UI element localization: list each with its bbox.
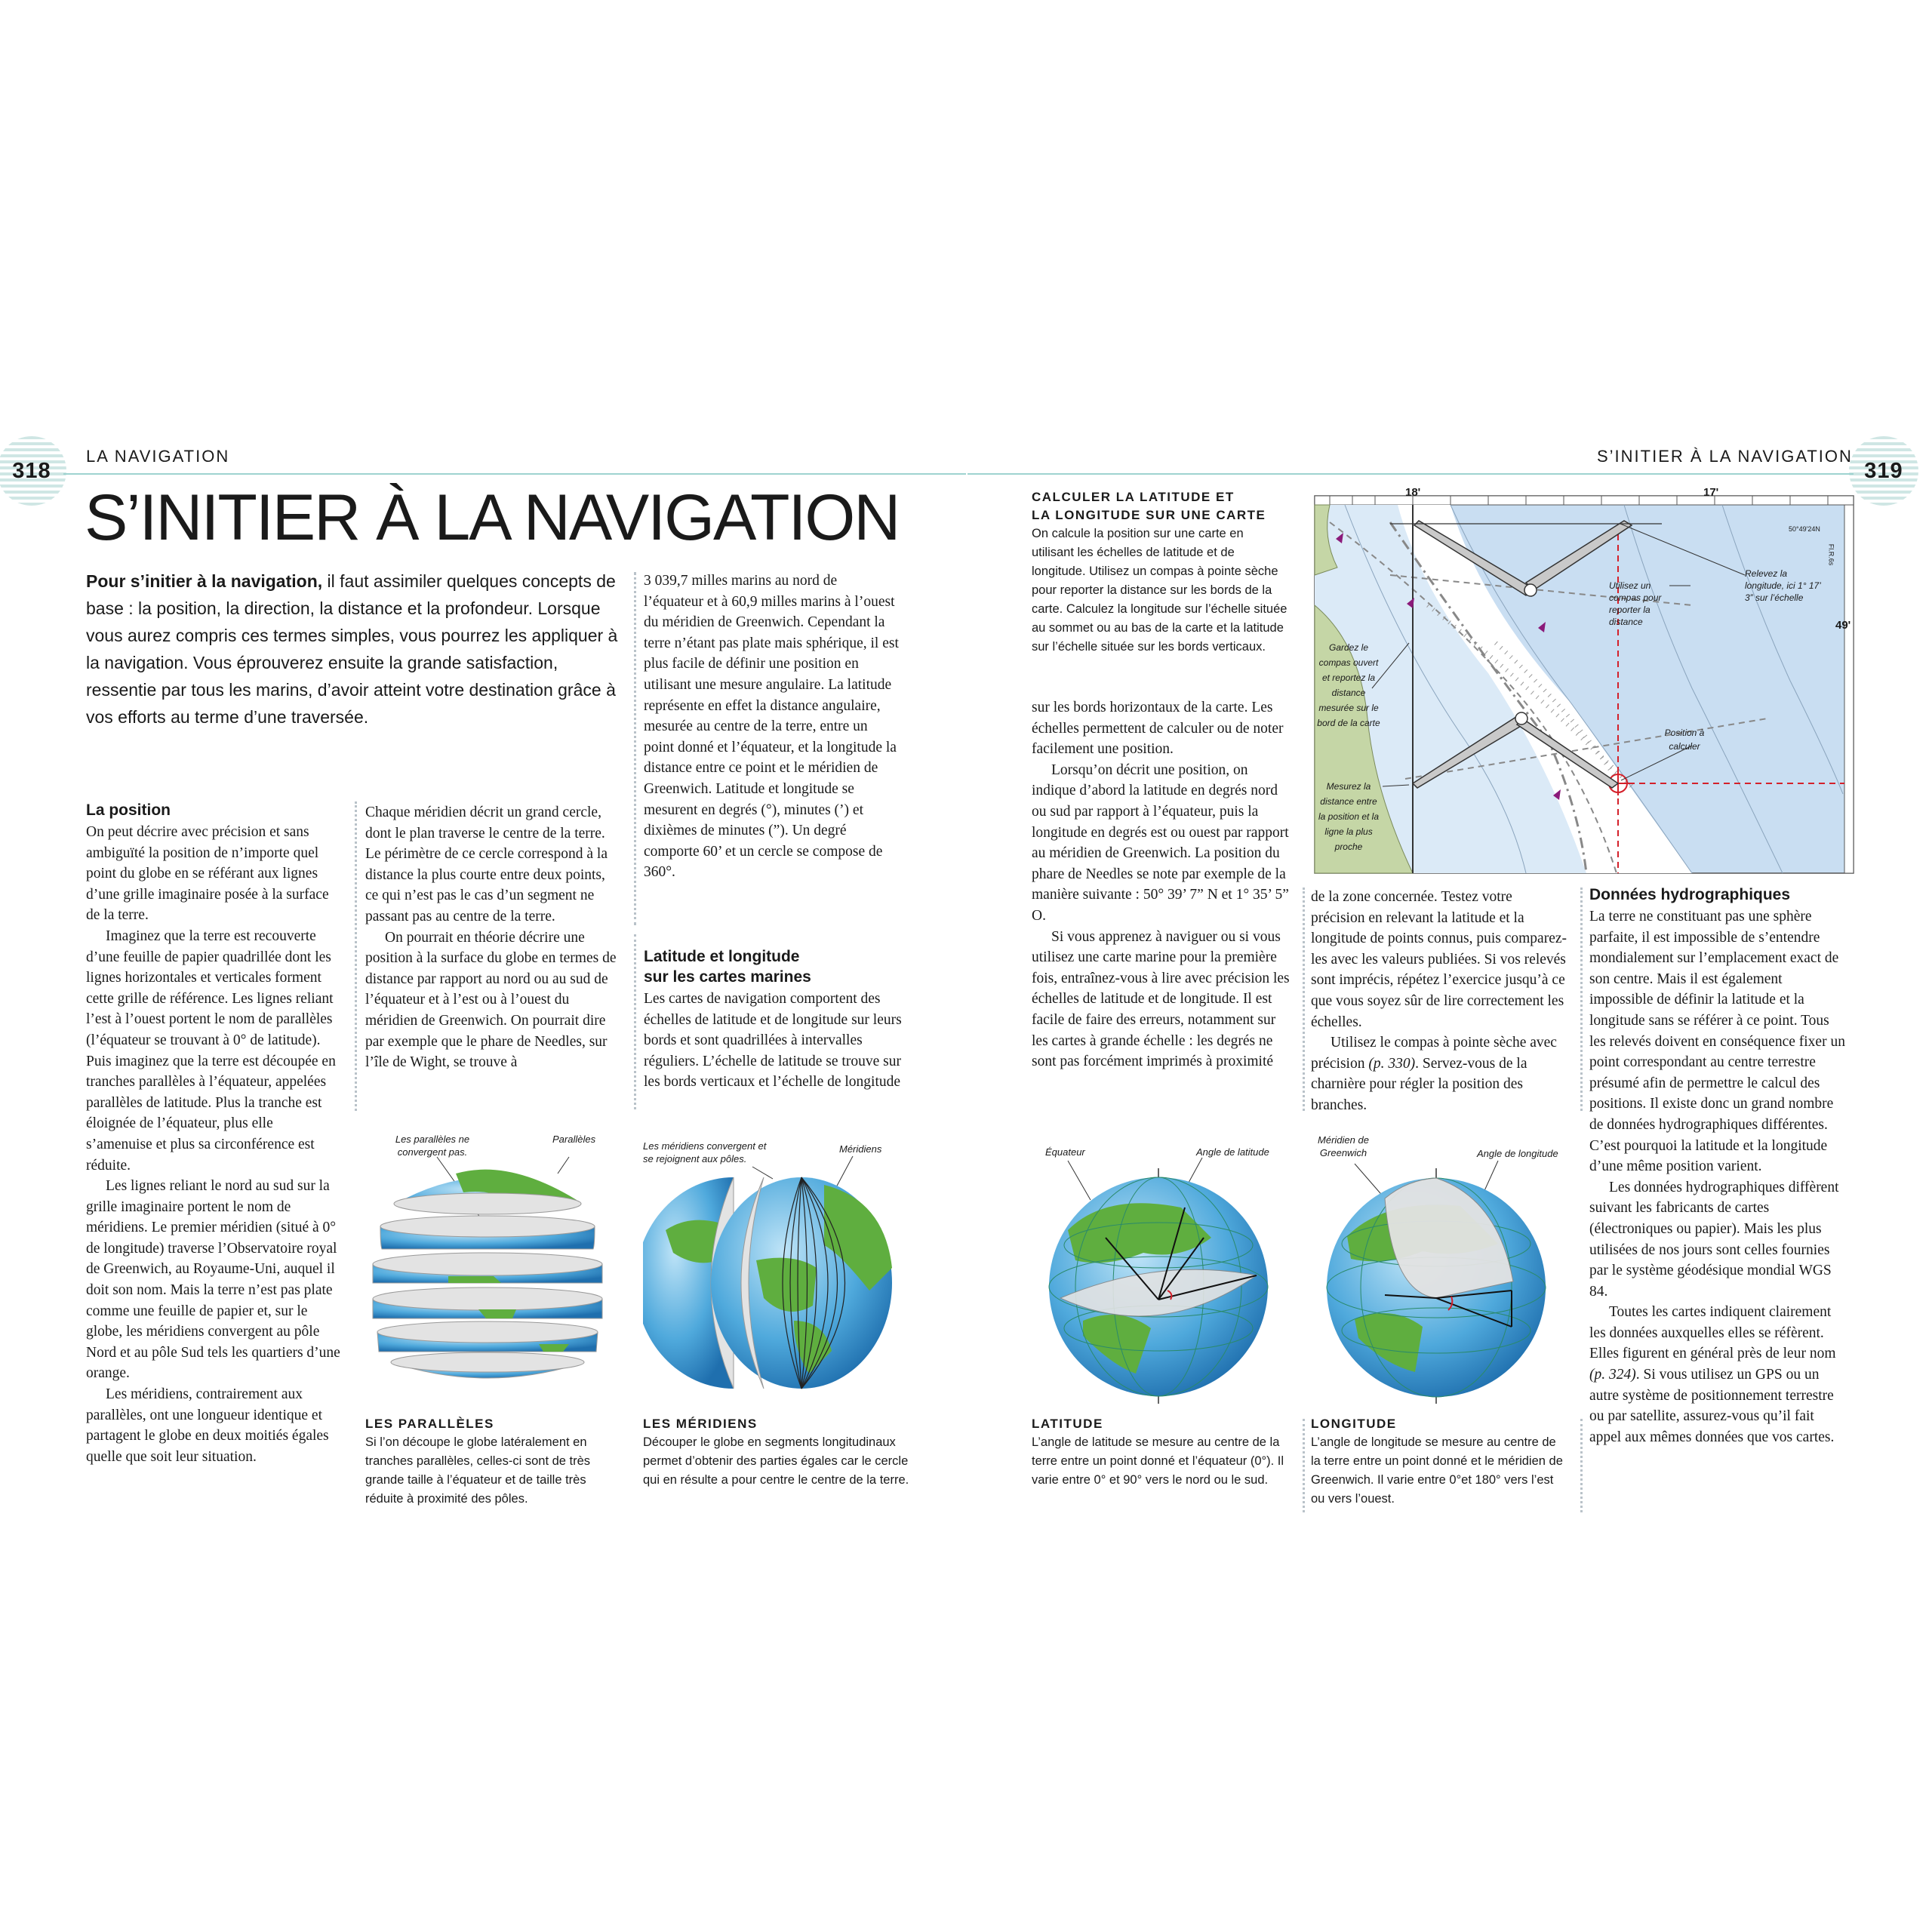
chart-box-title-1: CALCULER LA LATITUDE ET	[1032, 490, 1235, 504]
figure-longitude	[1309, 1131, 1574, 1515]
right-header-rule	[968, 473, 1854, 475]
label-angle-latitude: Angle de latitude	[1196, 1146, 1269, 1158]
right-running-title: S’INITIER À LA NAVIGATION	[1597, 447, 1853, 466]
chart-box-title-2: LA LONGITUDE SUR UNE CARTE	[1032, 508, 1266, 522]
separator-col1-col2	[355, 801, 357, 1111]
intro-text: il faut assimiler quelques concepts de base : la position, la direction, la distance et la profondeur. Lorsque vous aurez compris ces termes simples, vous pourrez les appliquer à la navigation. Vous éprouverez ensuite la grande satisfaction, ressentie par tous les marins, d’avoir atteint votre destination grâce à vos efforts au terme d’une traversée.	[86, 571, 618, 727]
nautical-chart-illustration	[1300, 492, 1855, 877]
chart-box-text	[1032, 488, 1288, 657]
col-top-middle	[644, 571, 900, 883]
scale-18: 18'	[1405, 486, 1421, 499]
heading-position: La position	[86, 801, 171, 819]
latitude-illustration	[1030, 1140, 1294, 1411]
col4-p2	[1311, 1032, 1569, 1115]
left-header-rule	[63, 473, 966, 475]
column-6	[1311, 887, 1569, 1116]
separator-right-col-2	[1580, 1419, 1583, 1512]
intro-lead: Pour s’initier à la navigation,	[86, 571, 323, 591]
position-p2: Imaginez que la terre est recouverte d’une feuille de papier quadrillée dont les lignes horizontales et verticales forment cette grille de référence. Les lignes reliant l’est à l’ouest portent le nom de parallèles (l’équateur se trouvant à 0° de latitude). Puis imaginez que la terre est découpée en tranches parallèles à l’équateur, appelées parallèles de latitude. Plus la tranche est éloignée de l’équateur, plus elle s’amenuise et plus sa circonférence est réduite.	[86, 928, 336, 1174]
col4-p2-a: Utilisez le compas à pointe sèche avec précision	[1311, 1035, 1557, 1072]
heading-latlong-2: sur les cartes marines	[644, 968, 811, 986]
separator-right-col	[1303, 1419, 1305, 1512]
paralleles-title: LES PARALLÈLES	[365, 1417, 494, 1431]
separator-col6-col7	[1580, 888, 1583, 1111]
nautical-chart	[1300, 486, 1855, 877]
chart-vertical-code: Fl.R.6s	[1827, 543, 1835, 566]
latlong-text: Les cartes de navigation comportent des échelles de latitude et de longitude sur leurs bords et sont quadrillées à intervalles réguliers. L’échelle de latitude se trouve sur les bords verticaux et l’échelle de longitude	[644, 991, 902, 1091]
label-angle-longitude: Angle de longitude	[1477, 1148, 1558, 1159]
column-hydro	[1589, 884, 1849, 1447]
col3-p3: Si vous apprenez à naviguer ou si vous utilisez une carte marine pour la première fois, entraînez-vous à lire avec précision les échelles de latitude et de longitude. Il est facile de faire des erreurs, notamment sur les cartes à grande échelle : les degrés ne sont pas forcément imprimés à proximité	[1032, 928, 1290, 1070]
label-paralleles-left: Les parallèles ne convergent pas.	[395, 1134, 470, 1158]
hydro-p3	[1589, 1302, 1849, 1447]
chart-box-paragraph: On calcule la position sur une carte en utilisant les échelles de latitude et de longitude. Utilisez un compas à pointe sèche pour reporter la distance sur les bords de la carte. Calculez la longitude sur l’échelle située au sommet ou au bas de la carte et la latitude sur l’échelle située sur les bords verticaux.	[1032, 527, 1287, 654]
column-5	[1032, 697, 1290, 1072]
hydro-p3-a: Toutes les cartes indiquent clairement les données auxquelles elles se réfèrent. Elles figurent en général près de leur nom	[1589, 1304, 1836, 1362]
label-meridiens-right: Méridiens	[839, 1143, 882, 1155]
meridiens-illustration	[643, 1140, 930, 1404]
hydro-p2: Les données hydrographiques diffèrent suivant les fabricants de cartes (électroniques ou papier). Mais les plus utilisées de nos jours sont celles fournies par le système géodésique mondial WGS 84.	[1589, 1179, 1839, 1300]
meridiens-caption: Découper le globe en segments longitudinaux permet d’obtenir des parties égales car le cercle qui en résulte a pour centre le centre de la terre.	[643, 1435, 909, 1487]
heading-latlong-1: Latitude et longitude	[644, 948, 800, 965]
latitude-caption: L’angle de latitude se mesure au centre de la terre entre un point donné et l’équateur (0°). Il varie entre 0° et 90° vers le nord ou le sud.	[1032, 1435, 1284, 1487]
label-meridiens-left: Les méridiens convergent et se rejoignent aux pôles.	[643, 1140, 767, 1164]
hydro-p3-b: . Si vous utilisez un GPS ou un autre système de positionnement terrestre ou par satellite, assurez-vous qu’il fait appel aux mêmes données que vos cartes.	[1589, 1367, 1835, 1445]
col2-p1: Chaque méridien décrit un grand cercle, dont le plan traverse le centre de la terre. Le périmètre de ce cercle correspond à la distance la plus courte entre deux points, ce qui n’est pas le cas d’un segment ne passant pas au centre de la terre.	[365, 804, 608, 924]
col3-p2: Lorsqu’on décrit une position, on indique d’abord la latitude en degrés nord ou sud par rapport à l’équateur, puis la longitude en degrés est ou ouest par rapport au méridien de Greenwich. La position du phare de Needles se note par exemple de la manière suivante : 50° 39’ 7” N et 1° 35’ 5” O.	[1032, 761, 1289, 924]
col2-p2: On pourrait en théorie décrire une position à la surface du globe en termes de distance par rapport au nord ou au sud de l’équateur et à l’est ou à l’ouest du méridien de Greenwich. On pourrait dire par exemple que le phare de Needles, sur l’île de Wight, se trouve à	[365, 929, 617, 1071]
col3-p1: sur les bords horizontaux de la carte. Les échelles permettent de calculer ou de noter facilement une position.	[1032, 700, 1284, 758]
label-releve: Relevez la longitude, ici 1° 17’ 3” sur l’échelle	[1745, 568, 1821, 603]
figure-paralleles	[365, 1128, 622, 1506]
paralleles-illustration	[365, 1128, 622, 1400]
heading-hydro: Données hydrographiques	[1589, 886, 1791, 903]
label-mesurez: Mesurez la distance entre la position et la ligne la plus proche	[1318, 781, 1380, 852]
latitude-title: LATITUDE	[1032, 1417, 1103, 1431]
position-p3: Les lignes reliant le nord au sud sur la grille imaginaire portent le nom de méridiens. Le premier méridien (situé à 0° de longitude) traverse l’Observatoire royal de Greenwich, au Royaume-Uni, auquel il doit son nom. Mais la terre n’est pas plate comme une feuille de papier et, sur le globe, les méridiens convergent au pôle Nord et au pôle Sud tels les quartiers d’une orange.	[86, 1178, 340, 1382]
longitude-title: LONGITUDE	[1311, 1417, 1397, 1431]
position-p1: On peut décrire avec précision et sans ambiguïté la position de n’importe quel point du globe en se référant aux lignes d’une grille imaginaire posée à la surface de la terre.	[86, 824, 329, 924]
label-compas: Utilisez un compas pour reporter la distance	[1609, 580, 1662, 627]
label-gardez: Gardez le compas ouvert et reportez la distance mesurée sur le bord de la carte	[1317, 642, 1380, 728]
chart-small-code: 50°49'24N	[1789, 525, 1820, 533]
left-running-title: LA NAVIGATION	[86, 447, 230, 466]
column-position	[86, 800, 343, 1467]
figure-meridiens	[643, 1140, 930, 1517]
col4-p2-ref: (p. 330)	[1368, 1055, 1416, 1072]
meridiens-title: LES MÉRIDIENS	[643, 1417, 758, 1431]
label-meridien-greenwich: Méridien de Greenwich	[1318, 1134, 1369, 1158]
paralleles-caption: Si l’on découpe le globe latéralement en tranches parallèles, celles-ci sont de très grande taille à l’équateur et de taille très réduite à proximité des pôles.	[365, 1435, 591, 1506]
col4-p2-b: . Servez-vous de la charnière pour régler la position des branches.	[1311, 1055, 1527, 1113]
scale-49: 49'	[1835, 619, 1851, 632]
column-latlong	[644, 946, 904, 1093]
page-title: S’INITIER À LA NAVIGATION	[85, 481, 900, 554]
hydro-p1: La terre ne constituant pas une sphère parfaite, il est impossible de s’entendre mondialement sur l’emplacement exact de son centre. Mais il est également impossible de définir la latitude et la longitude sans se référer à ce point. Tous les relevés doivent en conséquence fixer un point correspondant au centre terrestre présumé afin de permettre le calcul des positions. Il existe donc un grand nombre de données hydrographiques différentes. C’est pourquoi la latitude et la longitude d’une même position varient.	[1589, 909, 1845, 1175]
column-2	[365, 802, 622, 1073]
label-position: Position à calculer	[1664, 728, 1705, 752]
longitude-illustration	[1309, 1131, 1574, 1411]
separator-col5-col6	[1303, 888, 1305, 1111]
left-page-number: 318	[0, 436, 66, 506]
figure-latitude	[1030, 1140, 1294, 1517]
col4-p1: de la zone concernée. Testez votre précision en relevant la latitude et la longitude de points connus, puis comparez-les avec les valeurs publiées. Si vos relevés sont imprécis, répétez l’exercice jusqu’à ce que vous soyez sûr de lire correctement les échelles.	[1311, 889, 1567, 1030]
label-paralleles-right: Parallèles	[552, 1134, 596, 1145]
separator-top-middle	[634, 572, 636, 925]
top-middle-paragraph: 3 039,7 milles marins au nord de l’équateur et à 60,9 milles marins à l’ouest du méridien de Greenwich. Cependant la terre n’étant pas plate mais sphérique, il est plus facile de définir une position en utilisant une mesure angulaire. La latitude représente en effet la distance angulaire, mesurée au centre de la terre, entre un point donné et l’équateur, et la longitude la distance entre ce point et le méridien de Greenwich. Latitude et longitude se mesurent en degrés (°), minutes (’) et dixièmes de minutes (”). Un degré comporte 60’ et un cercle se compose de 360°.	[644, 573, 899, 881]
separator-col2-col3	[634, 934, 636, 1109]
right-page-number: 319	[1849, 436, 1918, 506]
label-equateur: Équateur	[1045, 1146, 1085, 1158]
intro-paragraph	[86, 568, 623, 731]
longitude-caption: L’angle de longitude se mesure au centre de la terre entre un point donné et le méridien de Greenwich. Il varie entre 0°et 180° vers l’est ou vers l’ouest.	[1311, 1435, 1563, 1506]
scale-17: 17'	[1703, 486, 1719, 499]
hydro-p3-ref: (p. 324)	[1589, 1367, 1636, 1383]
position-p4: Les méridiens, contrairement aux parallèles, ont une longueur identique et partagent le globe en deux moitiés égales quelle que soit leur situation.	[86, 1386, 329, 1465]
